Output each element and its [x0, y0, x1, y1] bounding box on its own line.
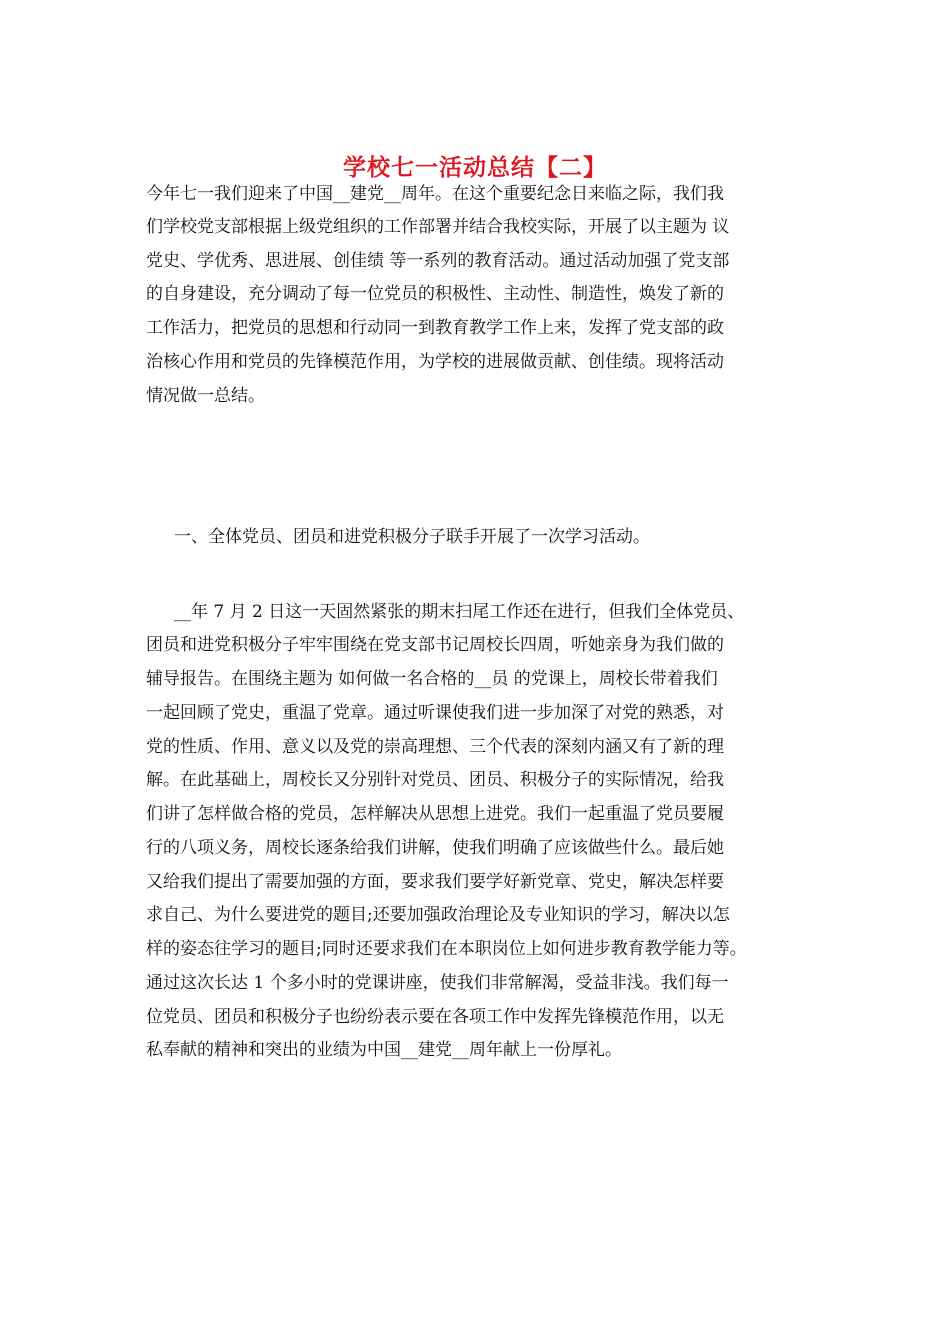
paragraph-2-line: 们讲了怎样做合格的党员，怎样解决从思想上进党。我们一起重温了党员要履 [146, 804, 724, 824]
paragraph-2-line: 通过这次长达 1 个多小时的党课讲座，使我们非常解渴，受益非浅。我们每一 [146, 973, 729, 993]
section-heading: 一、全体党员、团员和进党积极分子联手开展了一次学习活动。 [174, 527, 650, 547]
paragraph-2-line: 党的性质、作用、意义以及党的崇高理想、三个代表的深刻内涵又有了新的理 [146, 737, 724, 757]
paragraph-2-line: 又给我们提出了需要加强的方面，要求我们要学好新党章、党史，解决怎样要 [146, 872, 724, 892]
paragraph-2-line: 解。在此基础上，周校长又分别针对党员、团员、积极分子的实际情况，给我 [146, 770, 724, 790]
paragraph-2-line: 求自己、为什么要进党的题目;还要加强政治理论及专业知识的学习，解决以怎 [146, 905, 730, 925]
paragraph-2-line: 一起回顾了党史，重温了党章。通过听课使我们进一步加深了对党的熟悉，对 [146, 703, 724, 723]
paragraph-1-line: 们学校党支部根据上级党组织的工作部署并结合我校实际，开展了以主题为 议 [146, 217, 730, 237]
paragraph-2-line: 样的姿态往学习的题目;同时还要求我们在本职岗位上如何进步教育教学能力等。 [146, 939, 747, 959]
paragraph-1-line: 情况做一总结。 [146, 386, 265, 406]
document-title: 学校七一活动总结【二】 [343, 154, 607, 181]
paragraph-1-line: 今年七一我们迎来了中国__建党__周年。在这个重要纪念日来临之际，我们我 [146, 184, 724, 204]
paragraph-2-line: 行的八项义务，周校长逐条给我们讲解，使我们明确了应该做些什么。最后她 [146, 838, 724, 858]
paragraph-2-line: 位党员、团员和积极分子也纷纷表示要在各项工作中发挥先锋模范作用，以无 [146, 1007, 724, 1027]
paragraph-2-line: 团员和进党积极分子牢牢围绕在党支部书记周校长四周，听她亲身为我们做的 [146, 635, 724, 655]
paragraph-1-line: 党史、学优秀、思进展、创佳绩 等一系列的教育活动。通过活动加强了党支部 [146, 251, 730, 271]
paragraph-2-line: 私奉献的精神和突出的业绩为中国__建党__周年献上一份厚礼。 [146, 1040, 622, 1060]
paragraph-1-line: 治核心作用和党员的先锋模范作用，为学校的进展做贡献、创佳绩。现将活动 [146, 352, 724, 372]
paragraph-2-line: __年 7 月 2 日这一天固然紧张的期末扫尾工作还在进行，但我们全体党员、 [174, 602, 745, 622]
paragraph-1-line: 的自身建设，充分调动了每一位党员的积极性、主动性、制造性，焕发了新的 [146, 284, 724, 304]
paragraph-2-line: 辅导报告。在围绕主题为 如何做一名合格的__员 的党课上，周校长带着我们 [146, 669, 718, 689]
paragraph-1-line: 工作活力，把党员的思想和行动同一到教育教学工作上来，发挥了党支部的政 [146, 318, 724, 338]
